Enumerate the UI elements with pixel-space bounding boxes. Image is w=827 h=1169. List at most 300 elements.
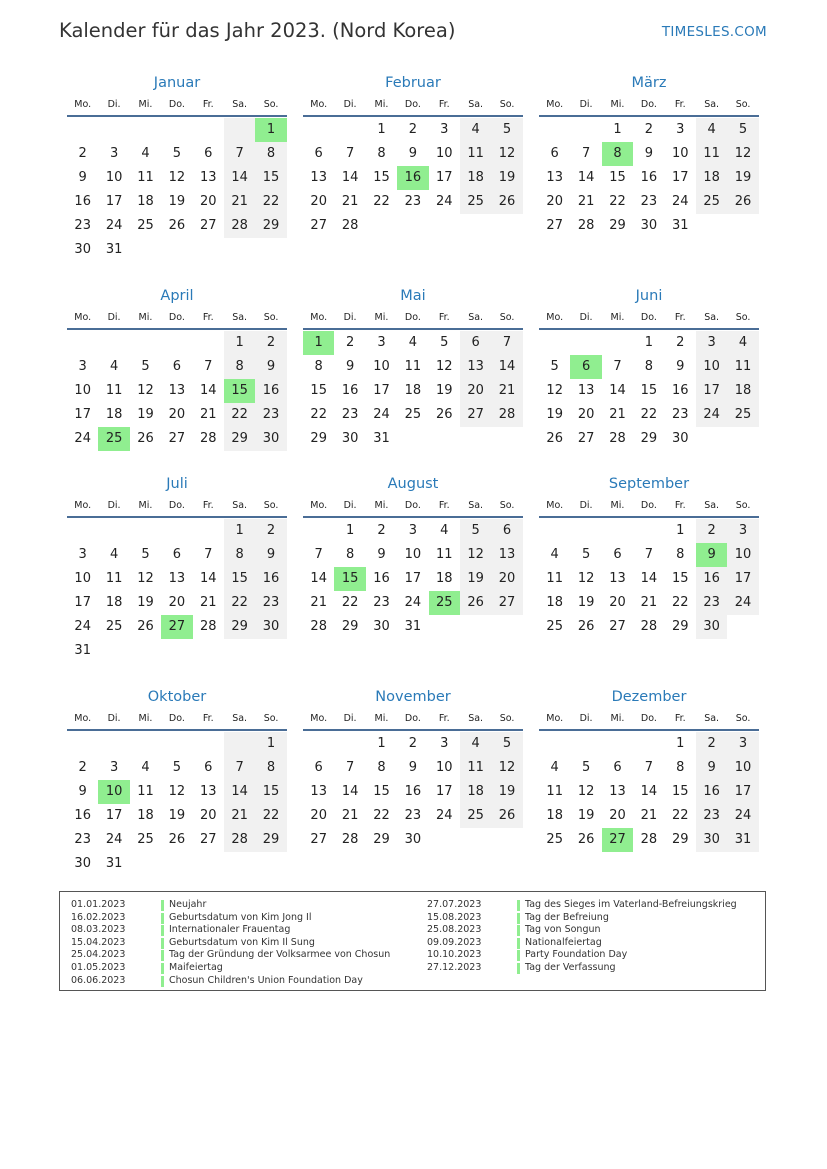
day-cell: 9 <box>377 547 386 562</box>
day-cell: 11 <box>546 784 563 799</box>
day-cell: 17 <box>74 407 91 422</box>
empty-cell <box>130 331 161 355</box>
day-cell: 13 <box>609 784 626 799</box>
day-cell: 6 <box>314 760 323 775</box>
day-cell: 2 <box>696 519 727 543</box>
day-cell: 29 <box>671 619 689 634</box>
holiday-day-cell: 9 <box>696 543 727 567</box>
weekday-label: Mo. <box>546 311 564 323</box>
day-cell: 16 <box>404 784 422 799</box>
weekday-label: Sa. <box>468 311 484 323</box>
day-cell: 25 <box>696 190 727 214</box>
day-cell: 13 <box>310 784 327 799</box>
day-cell: 25 <box>460 804 491 828</box>
day-cell: 26 <box>168 218 186 233</box>
weekday-label: Di. <box>579 499 593 511</box>
day-cell: 25 <box>546 619 563 634</box>
holiday-day-cell: 6 <box>570 355 601 379</box>
day-cell: 20 <box>491 567 522 591</box>
holiday-name: Party Foundation Day <box>525 949 628 961</box>
day-cell: 18 <box>137 808 154 823</box>
day-cell: 6 <box>204 146 213 161</box>
day-cell: 8 <box>224 543 255 567</box>
weekday-label: Di. <box>343 98 357 110</box>
weekday-label: Di. <box>107 499 121 511</box>
day-cell: 29 <box>671 832 689 847</box>
day-cell: 15 <box>310 383 327 398</box>
weekday-label: Fr. <box>438 499 450 511</box>
weekday-label: Mi. <box>138 311 153 323</box>
weekday-label: Do. <box>168 499 185 511</box>
day-cell: 4 <box>460 118 491 142</box>
weekday-header <box>67 494 287 518</box>
holiday-date: 25.04.2023 <box>71 949 126 961</box>
holiday-date: 15.04.2023 <box>71 936 126 948</box>
holiday-marker <box>161 925 164 936</box>
day-cell: 11 <box>460 142 491 166</box>
month-name: März <box>631 75 667 91</box>
day-cell: 25 <box>105 619 123 634</box>
day-cell: 12 <box>168 170 186 185</box>
day-cell: 10 <box>373 359 390 374</box>
month-1 <box>67 73 287 262</box>
day-cell: 1 <box>613 122 622 137</box>
day-cell: 21 <box>341 194 359 209</box>
day-cell: 17 <box>404 571 422 586</box>
day-cell: 13 <box>168 571 186 586</box>
day-cell: 21 <box>341 808 359 823</box>
day-cell: 15 <box>255 780 286 804</box>
weekday-label: Mi. <box>374 499 389 511</box>
day-cell: 12 <box>137 571 154 586</box>
day-cell: 12 <box>491 142 522 166</box>
day-cell: 8 <box>377 146 386 161</box>
day-cell: 14 <box>224 780 255 804</box>
holiday-marker <box>517 950 520 961</box>
day-cell: 30 <box>74 242 91 257</box>
day-cell: 3 <box>440 122 449 137</box>
weekday-label: Mi. <box>610 499 625 511</box>
weekday-header <box>303 494 523 518</box>
day-cell: 20 <box>577 407 595 422</box>
weekday-label: So. <box>499 499 515 511</box>
empty-cell <box>98 732 129 756</box>
weekday-label: Mo. <box>310 98 328 110</box>
day-grid <box>539 331 759 451</box>
day-cell: 18 <box>546 808 563 823</box>
day-grid <box>539 732 759 852</box>
holiday-day-cell: 25 <box>98 427 129 451</box>
day-cell: 22 <box>224 403 255 427</box>
weekday-label: Sa. <box>232 712 248 724</box>
holiday-date: 06.06.2023 <box>71 974 126 986</box>
weekday-label: Sa. <box>704 98 720 110</box>
day-cell: 26 <box>168 832 186 847</box>
holiday-day-cell: 25 <box>429 591 460 615</box>
day-cell: 18 <box>137 194 154 209</box>
day-cell: 9 <box>78 784 87 799</box>
day-cell: 6 <box>550 146 559 161</box>
day-cell: 26 <box>491 804 522 828</box>
day-cell: 28 <box>341 218 359 233</box>
holiday-day-cell: 15 <box>334 567 365 591</box>
day-cell: 31 <box>727 828 758 852</box>
day-cell: 7 <box>613 359 622 374</box>
day-cell: 29 <box>255 214 286 238</box>
day-cell: 18 <box>546 595 563 610</box>
day-cell: 13 <box>460 355 491 379</box>
day-cell: 21 <box>199 595 217 610</box>
day-cell: 12 <box>137 383 154 398</box>
day-cell: 21 <box>199 407 217 422</box>
empty-cell <box>193 118 224 142</box>
holiday-marker <box>517 963 520 974</box>
day-cell: 28 <box>341 832 359 847</box>
day-grid <box>303 732 523 852</box>
day-cell: 29 <box>640 431 658 446</box>
site-link[interactable]: TIMESLES.COM <box>661 24 767 40</box>
day-cell: 8 <box>224 355 255 379</box>
day-cell: 24 <box>404 595 422 610</box>
weekday-label: So. <box>735 712 751 724</box>
day-cell: 7 <box>204 359 213 374</box>
day-cell: 4 <box>727 331 758 355</box>
day-cell: 6 <box>172 547 181 562</box>
holiday-marker <box>161 963 164 974</box>
day-cell: 15 <box>373 784 390 799</box>
day-cell: 24 <box>435 808 453 823</box>
day-cell: 23 <box>341 407 359 422</box>
day-cell: 8 <box>255 142 286 166</box>
day-cell: 20 <box>310 808 327 823</box>
day-cell: 18 <box>460 780 491 804</box>
day-cell: 7 <box>644 547 653 562</box>
day-cell: 24 <box>727 804 758 828</box>
day-cell: 28 <box>577 218 595 233</box>
day-cell: 23 <box>404 194 422 209</box>
day-cell: 15 <box>671 571 689 586</box>
day-cell: 25 <box>546 832 563 847</box>
empty-cell <box>602 732 633 756</box>
weekday-label: Mi. <box>138 712 153 724</box>
day-cell: 6 <box>460 331 491 355</box>
weekday-label: Mo. <box>74 98 92 110</box>
day-cell: 7 <box>345 760 355 775</box>
empty-cell <box>570 519 601 543</box>
weekday-label: Di. <box>107 98 121 110</box>
day-cell: 2 <box>78 760 87 775</box>
weekday-label: Mi. <box>610 712 625 724</box>
day-cell: 12 <box>546 383 563 398</box>
weekday-label: So. <box>499 311 515 323</box>
empty-cell <box>67 118 98 142</box>
weekday-header <box>539 93 759 117</box>
day-cell: 29 <box>373 832 390 847</box>
weekday-label: So. <box>735 98 751 110</box>
weekday-label: Mo. <box>546 712 564 724</box>
empty-cell <box>303 118 334 142</box>
day-cell: 15 <box>671 784 689 799</box>
empty-cell <box>161 732 192 756</box>
empty-cell <box>67 519 98 543</box>
day-cell: 29 <box>224 427 255 451</box>
weekday-label: Mo. <box>74 499 92 511</box>
day-cell: 3 <box>727 732 758 756</box>
day-cell: 28 <box>224 828 255 852</box>
holiday-date: 10.10.2023 <box>427 949 482 961</box>
weekday-header <box>303 93 523 117</box>
day-cell: 31 <box>74 643 91 658</box>
weekday-label: So. <box>735 311 751 323</box>
month-name: April <box>160 288 194 304</box>
empty-cell <box>539 331 570 355</box>
month-12 <box>539 687 759 852</box>
holiday-name: Maifeiertag <box>169 961 223 973</box>
day-cell: 30 <box>671 431 689 446</box>
day-cell: 10 <box>74 383 91 398</box>
day-cell: 1 <box>224 519 255 543</box>
day-cell: 24 <box>373 407 390 422</box>
weekday-label: Fr. <box>438 712 450 724</box>
day-cell: 20 <box>199 194 217 209</box>
day-cell: 12 <box>435 359 453 374</box>
weekday-label: So. <box>263 712 279 724</box>
weekday-label: Mi. <box>374 712 389 724</box>
day-cell: 3 <box>109 760 119 775</box>
day-cell: 23 <box>74 832 91 847</box>
holiday-name: Neujahr <box>169 899 207 910</box>
month-5 <box>303 286 523 451</box>
day-cell: 10 <box>105 170 123 185</box>
weekday-label: Do. <box>640 98 657 110</box>
day-cell: 25 <box>137 218 154 233</box>
day-grid <box>539 118 759 238</box>
day-cell: 8 <box>676 547 685 562</box>
day-cell: 6 <box>314 146 323 161</box>
day-cell: 30 <box>640 218 658 233</box>
day-cell: 18 <box>460 166 491 190</box>
day-cell: 22 <box>255 190 286 214</box>
day-cell: 4 <box>408 335 417 350</box>
day-cell: 24 <box>696 403 727 427</box>
weekday-header <box>303 306 523 330</box>
empty-cell <box>98 331 129 355</box>
day-cell: 27 <box>310 832 327 847</box>
day-cell: 25 <box>460 190 491 214</box>
holiday-name: Geburtsdatum von Kim Jong Il <box>169 911 312 923</box>
day-cell: 2 <box>676 335 685 350</box>
empty-cell <box>130 732 161 756</box>
day-cell: 27 <box>546 218 563 233</box>
empty-cell <box>67 331 98 355</box>
day-cell: 10 <box>74 571 91 586</box>
day-cell: 22 <box>310 407 327 422</box>
weekday-label: Do. <box>640 311 657 323</box>
empty-cell <box>539 732 570 756</box>
holiday-marker <box>161 950 164 961</box>
day-cell: 9 <box>408 146 417 161</box>
day-cell: 3 <box>696 331 727 355</box>
holiday-date: 01.01.2023 <box>71 899 126 910</box>
weekday-label: Fr. <box>438 311 450 323</box>
day-cell: 25 <box>137 832 154 847</box>
day-cell: 12 <box>168 784 186 799</box>
weekday-header <box>67 93 287 117</box>
month-name: Oktober <box>147 689 207 705</box>
day-cell: 4 <box>460 732 491 756</box>
empty-cell <box>193 519 224 543</box>
weekday-label: So. <box>263 499 279 511</box>
day-cell: 25 <box>404 407 422 422</box>
day-cell: 20 <box>460 379 491 403</box>
day-cell: 5 <box>141 547 150 562</box>
day-cell: 22 <box>255 804 286 828</box>
day-cell: 11 <box>435 547 453 562</box>
day-cell: 13 <box>577 383 595 398</box>
day-cell: 11 <box>546 571 563 586</box>
day-cell: 23 <box>404 808 422 823</box>
day-cell: 13 <box>491 543 522 567</box>
day-cell: 3 <box>440 736 449 751</box>
day-cell: 18 <box>435 571 453 586</box>
day-cell: 23 <box>373 595 390 610</box>
day-cell: 10 <box>671 146 689 161</box>
day-cell: 15 <box>224 567 255 591</box>
holiday-name: Chosun Children's Union Foundation Day <box>169 974 363 986</box>
weekday-label: Sa. <box>232 311 248 323</box>
month-name: Dezember <box>611 689 687 705</box>
weekday-label: Mi. <box>610 98 625 110</box>
weekday-label: Mo. <box>546 98 564 110</box>
day-cell: 28 <box>491 403 522 427</box>
day-cell: 27 <box>199 218 217 233</box>
day-cell: 21 <box>491 379 522 403</box>
day-cell: 5 <box>581 547 591 562</box>
day-cell: 14 <box>199 571 217 586</box>
day-cell: 5 <box>491 118 522 142</box>
weekday-header <box>67 306 287 330</box>
weekday-label: Sa. <box>468 499 484 511</box>
day-cell: 28 <box>224 214 255 238</box>
day-cell: 8 <box>377 760 386 775</box>
month-7 <box>67 474 287 663</box>
weekday-label: Do. <box>168 712 185 724</box>
empty-cell <box>161 331 192 355</box>
holiday-name: Internationaler Frauentag <box>169 924 291 936</box>
empty-cell <box>539 519 570 543</box>
day-cell: 21 <box>609 407 626 422</box>
holiday-marker <box>517 900 520 911</box>
weekday-label: Mo. <box>74 311 92 323</box>
day-cell: 9 <box>345 359 355 374</box>
day-cell: 26 <box>577 619 595 634</box>
day-cell: 10 <box>404 547 422 562</box>
day-cell: 28 <box>199 431 217 446</box>
holiday-name: Tag der Gründung der Volksarmee von Chosun <box>169 949 391 961</box>
day-cell: 22 <box>224 591 255 615</box>
day-cell: 15 <box>373 170 390 185</box>
day-cell: 28 <box>640 619 658 634</box>
empty-cell <box>130 118 161 142</box>
day-cell: 16 <box>671 383 689 398</box>
weekday-label: Fr. <box>674 311 686 323</box>
day-cell: 4 <box>440 523 449 538</box>
day-cell: 28 <box>199 619 217 634</box>
day-cell: 11 <box>460 756 491 780</box>
day-cell: 1 <box>676 736 685 751</box>
weekday-label: Mo. <box>74 712 92 724</box>
holiday-day-cell: 16 <box>397 166 428 190</box>
day-cell: 7 <box>345 146 355 161</box>
day-cell: 5 <box>440 335 449 350</box>
weekday-label: Mo. <box>310 499 328 511</box>
day-cell: 14 <box>640 784 658 799</box>
day-cell: 24 <box>105 832 123 847</box>
holiday-date: 09.09.2023 <box>427 936 482 948</box>
day-cell: 5 <box>141 359 150 374</box>
day-cell: 19 <box>491 780 522 804</box>
holiday-name: Nationalfeiertag <box>525 936 602 948</box>
day-cell: 28 <box>310 619 327 634</box>
empty-cell <box>334 118 365 142</box>
weekday-label: Fr. <box>674 712 686 724</box>
holiday-day-cell: 27 <box>161 615 192 639</box>
day-cell: 17 <box>727 567 758 591</box>
day-cell: 19 <box>137 595 154 610</box>
weekday-label: Di. <box>343 712 357 724</box>
day-cell: 8 <box>314 359 323 374</box>
day-cell: 30 <box>404 832 422 847</box>
day-cell: 3 <box>78 359 87 374</box>
day-cell: 20 <box>168 407 186 422</box>
day-cell: 16 <box>255 379 286 403</box>
weekday-label: Sa. <box>468 712 484 724</box>
weekday-label: Fr. <box>674 499 686 511</box>
weekday-label: Mo. <box>546 499 564 511</box>
month-8 <box>303 474 523 639</box>
month-name: August <box>387 476 439 492</box>
weekday-label: Di. <box>579 712 593 724</box>
day-cell: 29 <box>310 431 327 446</box>
empty-cell <box>334 732 365 756</box>
day-cell: 24 <box>74 431 91 446</box>
holiday-marker <box>517 913 520 924</box>
day-grid <box>67 732 287 876</box>
day-cell: 21 <box>224 190 255 214</box>
weekday-label: Do. <box>168 98 185 110</box>
day-cell: 13 <box>199 170 217 185</box>
day-cell: 3 <box>408 523 417 538</box>
day-cell: 14 <box>577 170 595 185</box>
day-cell: 4 <box>109 547 119 562</box>
day-cell: 23 <box>74 218 91 233</box>
day-cell: 8 <box>255 756 286 780</box>
day-cell: 9 <box>78 170 87 185</box>
day-cell: 19 <box>491 166 522 190</box>
day-cell: 12 <box>460 543 491 567</box>
weekday-label: Do. <box>640 712 657 724</box>
page-title: Kalender für das Jahr 2023. (Nord Korea) <box>59 19 456 42</box>
month-3 <box>539 73 759 238</box>
weekday-label: Do. <box>404 499 421 511</box>
day-cell: 23 <box>255 403 286 427</box>
day-cell: 7 <box>224 142 255 166</box>
day-cell: 14 <box>199 383 217 398</box>
holiday-date: 27.07.2023 <box>427 899 482 910</box>
day-cell: 16 <box>255 567 286 591</box>
day-grid <box>303 118 523 238</box>
day-cell: 20 <box>609 595 626 610</box>
